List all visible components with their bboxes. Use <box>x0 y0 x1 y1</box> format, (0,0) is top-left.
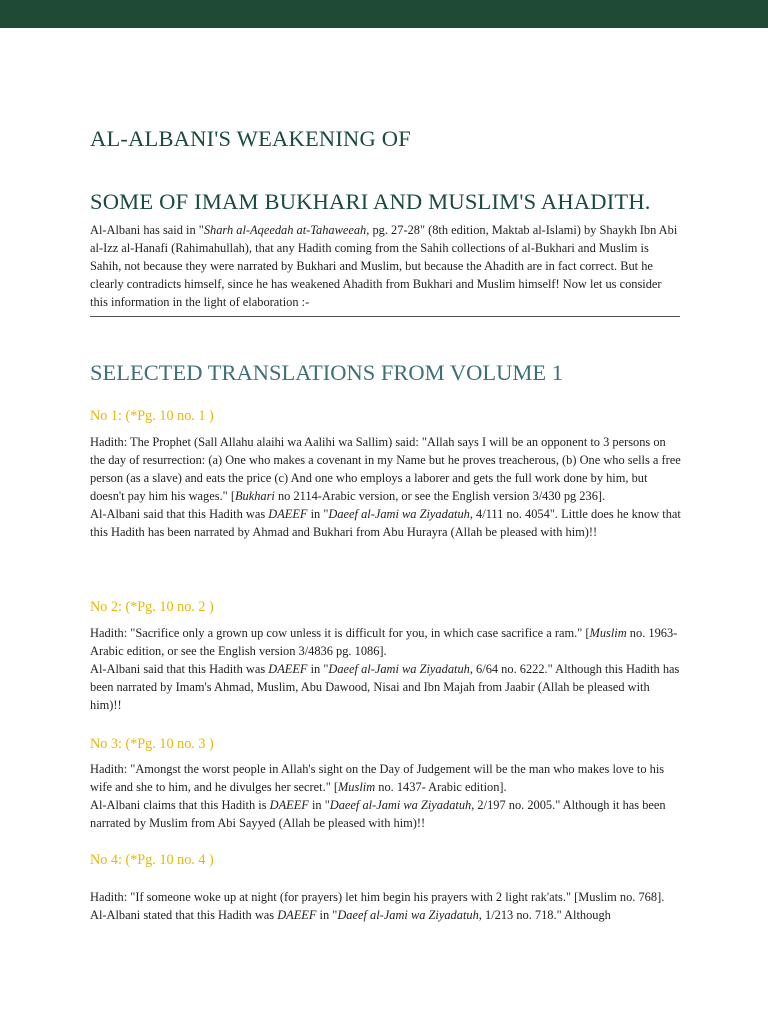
hadith-text-2: in " <box>316 908 338 922</box>
albani-text-2: in " <box>307 507 329 521</box>
albani-text <box>90 796 682 832</box>
grade-label: DAEEF <box>269 798 309 812</box>
albani-text-3: , 2/197 no. 2005." Although it has been narrated by Muslim from Abi Sayyed (Allah be pleased with him)!! <box>90 798 666 830</box>
intro-text-1: Al-Albani has said in " <box>90 223 204 237</box>
entry-text <box>90 433 682 541</box>
hadith-text-3: , 1/213 no. 718." Although <box>478 908 611 922</box>
book-title: Daeef al-Jami wa Ziyadatuh <box>337 908 479 922</box>
top-bar <box>0 0 768 28</box>
hadith-text-2: no 2114-Arabic version, or see the English version 3/430 pg 236]. <box>274 489 606 503</box>
albani-text <box>90 505 682 541</box>
intro-source-title: Sharh al-Aqeedah at-Tahaweeah <box>203 223 367 237</box>
title-line-2: SOME OF IMAM BUKHARI AND MUSLIM'S AHADITH. <box>90 189 651 214</box>
hadith-text <box>90 433 682 505</box>
grade-label: DAEEF <box>268 662 308 676</box>
entry-number: No 1: (*Pg. 10 no. 1 ) <box>90 408 214 424</box>
book-title: Daeef al-Jami wa Ziyadatuh <box>328 507 470 521</box>
albani-text-2: in " <box>308 798 330 812</box>
entry-text <box>90 760 682 832</box>
albani-text-1: Al-Albani claims that this Hadith is <box>90 798 270 812</box>
grade-label: DAEEF <box>277 908 317 922</box>
albani-text-2: in " <box>307 662 329 676</box>
hadith-text-2: no. 1437- Arabic edition]. <box>375 780 507 794</box>
albani-text-3: , 4/111 no. 4054". Little does he know that this Hadith has been narrated by Ahmad and Bukhari from Abu Hurayra (Allah be pleased with him)!! <box>90 507 681 539</box>
title-line-1: AL-ALBANI'S WEAKENING OF <box>90 126 411 151</box>
entry-text <box>90 624 682 714</box>
book-title: Daeef al-Jami wa Ziyadatuh <box>329 798 472 812</box>
entry-number: No 2: (*Pg. 10 no. 2 ) <box>90 599 214 615</box>
hadith-text <box>90 760 682 796</box>
intro-text-2: , pg. 27-28" (8th edition, Maktab al-Islami) by Shaykh Ibn Abi al-Izz al-Hanafi (Rahimahullah), that any Hadith coming from the Sahih collections of al-Bukhari and Muslim is Sahih, not because they were narrated by Bukhari and Muslim, but because the Ahadith are in fact correct. But he clearly contradicts himself, since he has weakened Ahadith from Bukhari and Muslim himself! Now let us consider this information in the light of elaboration :- <box>90 223 678 309</box>
albani-text-1: Al-Albani said that this Hadith was <box>90 662 269 676</box>
hadith-source: Bukhari <box>234 489 275 503</box>
albani-text <box>90 660 682 714</box>
intro-paragraph <box>90 221 682 311</box>
book-title: Daeef al-Jami wa Ziyadatuh <box>328 662 470 676</box>
divider <box>90 316 680 317</box>
albani-text-1: Al-Albani said that this Hadith was <box>90 507 269 521</box>
albani-text-3: , 6/64 no. 6222." Although this Hadith has been narrated by Imam's Ahmad, Muslim, Abu Dawood, Nisai and Ibn Majah from Jaabir (Allah be pleased with him)!! <box>90 662 680 712</box>
hadith-text-1: Hadith: The Prophet (Sall Allahu alaihi wa Aalihi wa Sallim) said: "Allah says I will be an opponent to 3 persons on the day of resurrection: (a) One who makes a covenant in my Name but he proves treacherous, (b) One who sells a free person (as a slave) and eats the price (c) And one who employs a laborer and gets the full work done by him, but doesn't pay him his wages." [ <box>90 435 681 503</box>
hadith-text-1: Hadith: "Amongst the worst people in Allah's sight on the Day of Judgement will be the man who makes love to his wife and she to him, and he divulges her secret." [ <box>90 762 665 794</box>
entry-number: No 4: (*Pg. 10 no. 4 ) <box>90 852 214 868</box>
hadith-source: Muslim <box>589 626 627 640</box>
entry-text <box>90 888 682 924</box>
hadith-text-1: Hadith: "If someone woke up at night (for prayers) let him begin his prayers with 2 light rak'ats." [Muslim no. 768]. Al-Albani stated that this Hadith was <box>90 890 665 922</box>
hadith-source: Muslim <box>337 780 376 794</box>
entry-number: No 3: (*Pg. 10 no. 3 ) <box>90 736 214 752</box>
hadith-text-1: Hadith: "Sacrifice only a grown up cow unless it is difficult for you, in which case sacrifice a ram." [ <box>90 626 590 640</box>
hadith-text <box>90 624 682 660</box>
section-title: SELECTED TRANSLATIONS FROM VOLUME 1 <box>90 360 563 385</box>
hadith-text-2: no. 1963-Arabic edition, or see the English version 3/4836 pg. 1086]. <box>90 626 678 658</box>
grade-label: DAEEF <box>268 507 308 521</box>
